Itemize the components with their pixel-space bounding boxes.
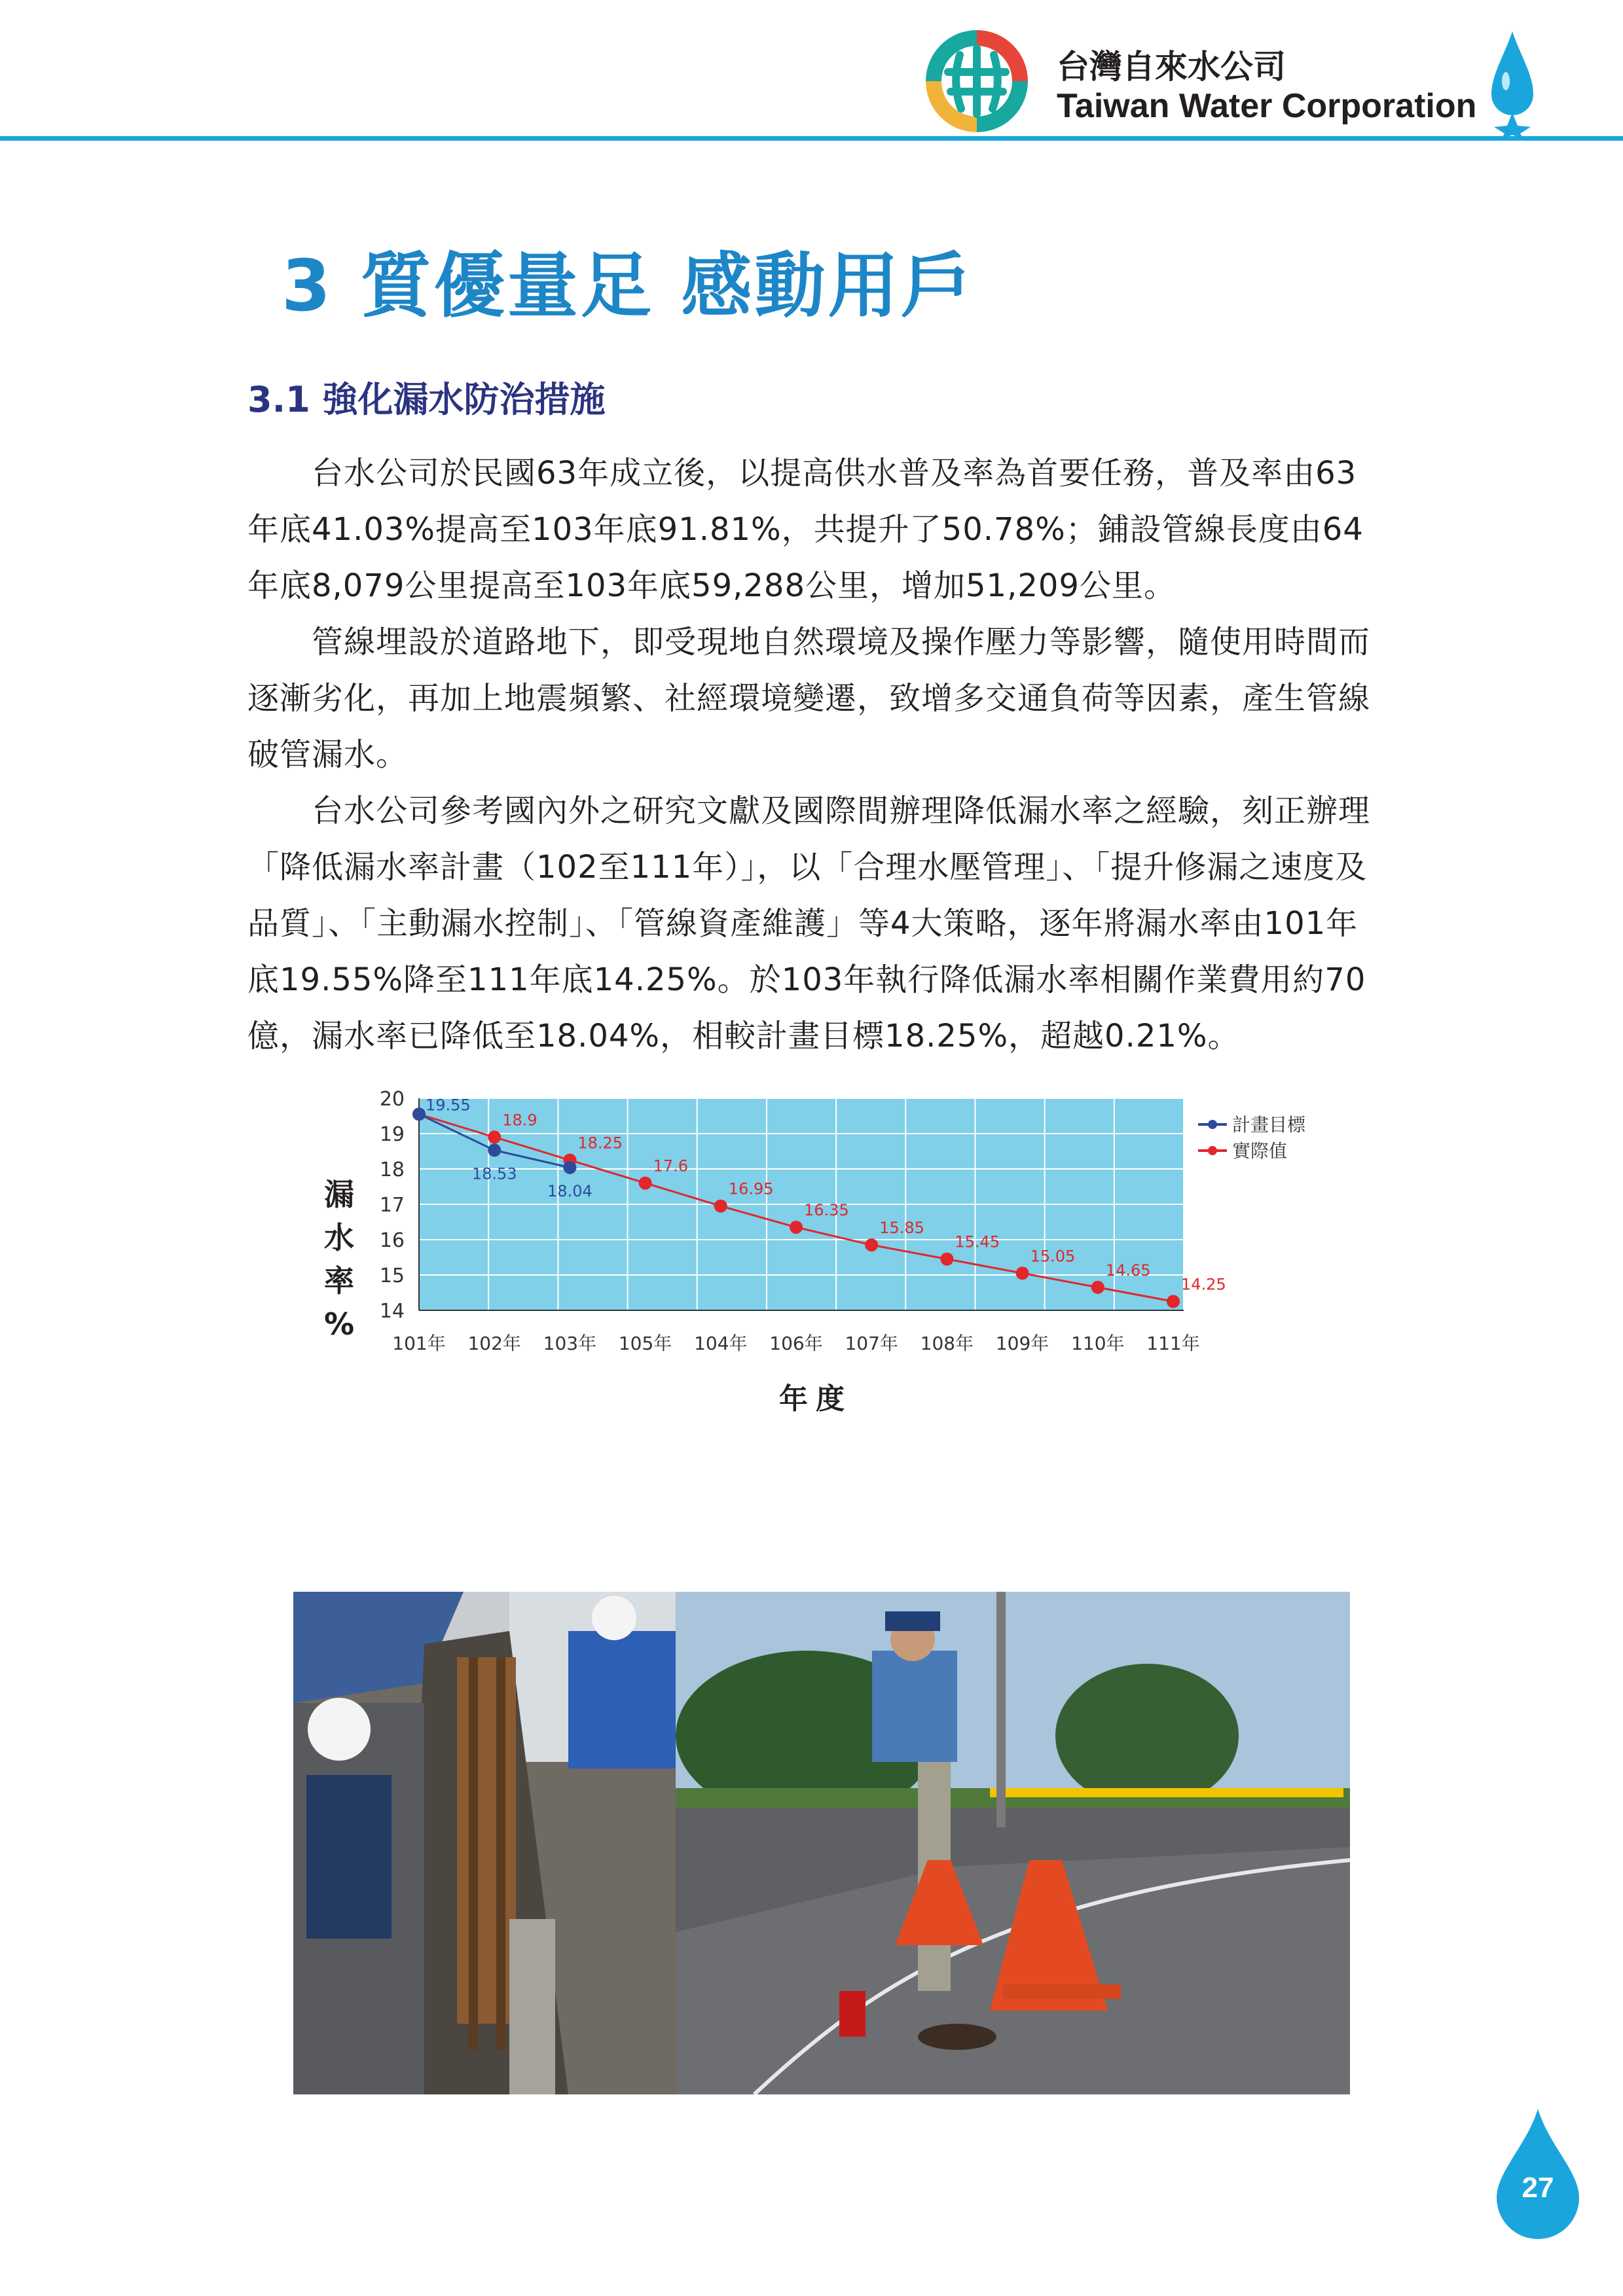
paragraph: 管線埋設於道路地下，即受現地自然環境及操作壓力等影響，隨使用時間而逐漸劣化，再加上地震頻繁、社經環境變遷，致增多交通負荷等因素，產生管線破管漏水。 bbox=[247, 624, 1371, 773]
data-point bbox=[639, 1177, 652, 1190]
data-label: 14.65 bbox=[1105, 1261, 1151, 1280]
data-label: 19.55 bbox=[426, 1096, 471, 1115]
x-tick-label: 103年 bbox=[543, 1333, 597, 1354]
legend-marker bbox=[1208, 1120, 1217, 1129]
x-tick-label: 107年 bbox=[845, 1333, 898, 1354]
data-label: 15.45 bbox=[955, 1232, 1000, 1251]
data-point bbox=[790, 1221, 803, 1234]
data-point bbox=[1016, 1266, 1029, 1280]
data-label: 16.95 bbox=[728, 1179, 774, 1198]
x-tick-label: 106年 bbox=[769, 1333, 823, 1354]
photo-leak-detection-survey bbox=[676, 1592, 1350, 2094]
paragraph: 台水公司參考國內外之研究文獻及國際間辦理降低漏水率之經驗，刻正辦理「降低漏水率計畫（102至111年）」，以「合理水壓管理」、「提升修漏之速度及品質」、「主動漏水控制」、「管線資產維護」等4大策略，逐年將漏水率由101年底19.55%降至111年底14.25%。於103年執行降低漏水率相關作業費用約70億，漏水率已降低至18.04%，相較計畫目標18.25%，超越0.21%。 bbox=[247, 793, 1371, 1054]
x-tick-label: 105年 bbox=[618, 1333, 672, 1354]
x-tick-label: 104年 bbox=[694, 1333, 748, 1354]
y-axis-title: 漏水率% bbox=[323, 1177, 355, 1342]
page-number: 27 bbox=[1522, 2172, 1554, 2204]
data-label: 15.05 bbox=[1030, 1247, 1076, 1266]
legend-label: 實際值 bbox=[1232, 1140, 1288, 1162]
company-name-en: Taiwan Water Corporation bbox=[1057, 87, 1477, 125]
leakage-rate-chart bbox=[308, 1073, 1342, 1577]
section-title: 3.1 強化漏水防治措施 bbox=[247, 379, 606, 420]
data-point bbox=[865, 1238, 878, 1251]
x-tick-label: 109年 bbox=[995, 1333, 1049, 1354]
twc-logo-icon bbox=[922, 26, 1032, 136]
paragraph: 台水公司於民國63年成立後，以提高供水普及率為首要任務，普及率由63年底41.03%提高至103年底91.81%，共提升了50.78%；鋪設管線長度由64年底8,079公里提高至103年底59,288公里，增加51,209公里。 bbox=[247, 455, 1364, 604]
data-label: 15.85 bbox=[879, 1219, 924, 1238]
x-tick-label: 101年 bbox=[392, 1333, 446, 1354]
y-tick-label: 15 bbox=[379, 1265, 405, 1287]
data-label: 18.04 bbox=[547, 1181, 593, 1200]
data-label: 18.9 bbox=[502, 1111, 538, 1130]
y-tick-label: 16 bbox=[379, 1229, 405, 1252]
y-tick-label: 18 bbox=[379, 1158, 405, 1181]
data-point bbox=[940, 1253, 953, 1266]
data-point bbox=[714, 1200, 727, 1213]
data-label: 14.25 bbox=[1181, 1275, 1226, 1294]
company-name-zh: 台灣自來水公司 bbox=[1057, 48, 1286, 86]
x-tick-label: 111年 bbox=[1146, 1333, 1200, 1354]
x-axis-title: 年度 bbox=[779, 1382, 852, 1416]
data-label: 16.35 bbox=[804, 1201, 849, 1220]
x-tick-label: 102年 bbox=[467, 1333, 521, 1354]
y-tick-label: 19 bbox=[379, 1123, 405, 1146]
data-point bbox=[488, 1143, 501, 1157]
chapter-title: 3 質優量足 感動用戶 bbox=[282, 245, 975, 327]
data-point bbox=[563, 1161, 576, 1174]
x-tick-label: 110年 bbox=[1071, 1333, 1125, 1354]
y-tick-label: 17 bbox=[379, 1194, 405, 1217]
legend-marker bbox=[1208, 1146, 1217, 1155]
data-point bbox=[1091, 1281, 1104, 1294]
data-point bbox=[488, 1130, 501, 1143]
y-tick-label: 14 bbox=[379, 1300, 405, 1323]
legend-label: 計畫目標 bbox=[1232, 1114, 1306, 1136]
water-drop-mascot-icon bbox=[1486, 29, 1539, 140]
data-point bbox=[1167, 1295, 1180, 1308]
photo-pipe-trench-inspection bbox=[293, 1592, 676, 2094]
data-label: 18.53 bbox=[471, 1164, 517, 1183]
y-tick-label: 20 bbox=[379, 1088, 405, 1111]
x-tick-label: 108年 bbox=[920, 1333, 974, 1354]
data-label: 18.25 bbox=[577, 1134, 623, 1153]
data-label: 17.6 bbox=[653, 1157, 689, 1175]
header-rule bbox=[0, 136, 1623, 141]
data-point bbox=[412, 1107, 426, 1121]
